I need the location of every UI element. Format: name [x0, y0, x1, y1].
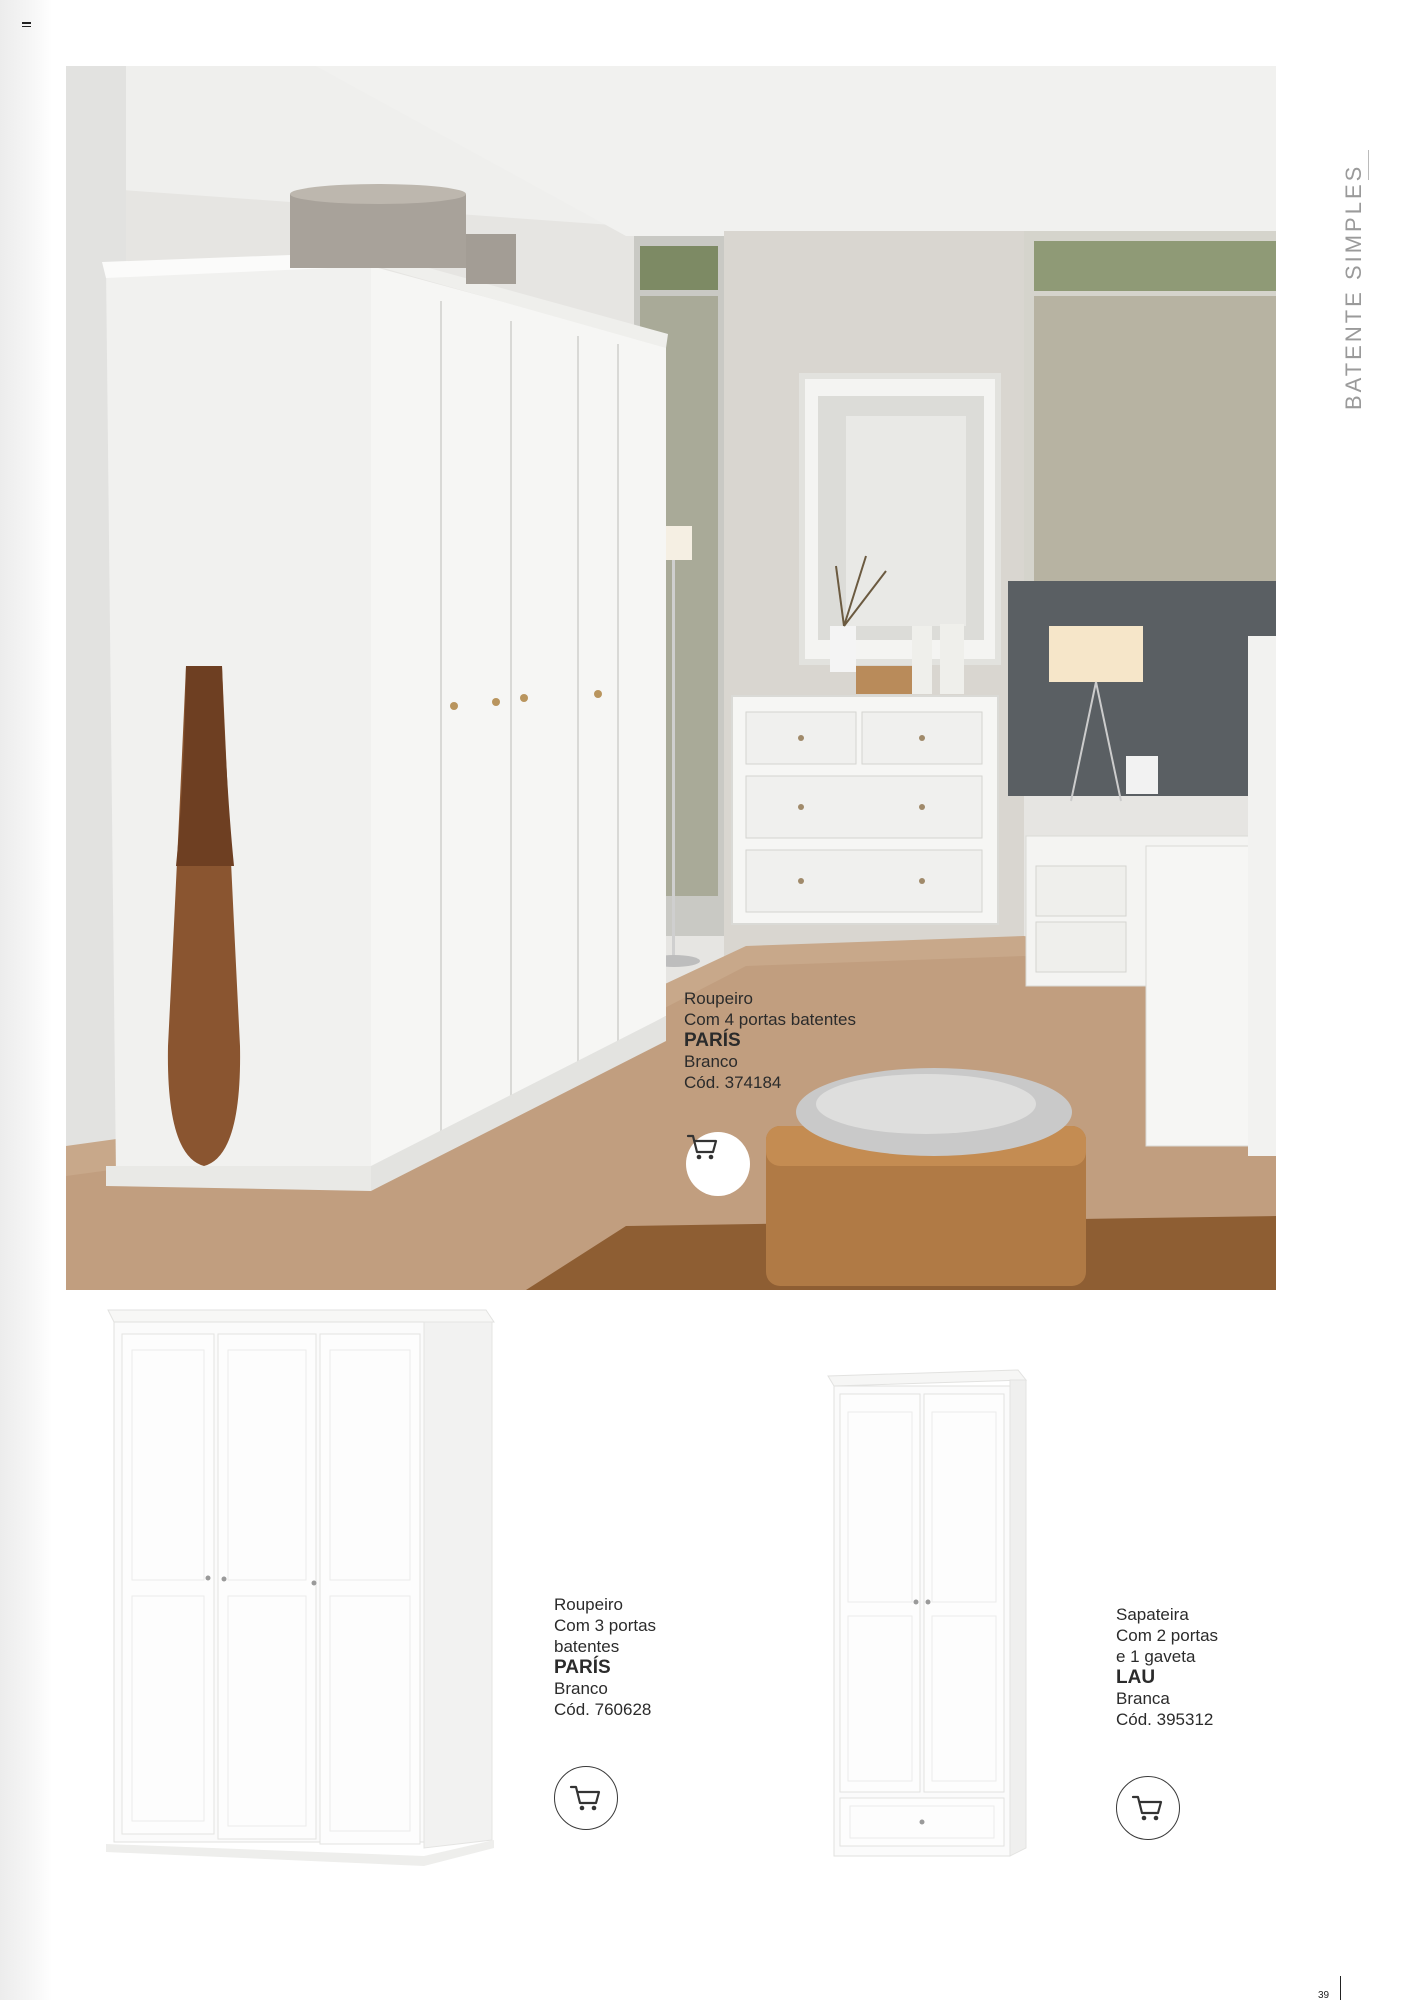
product-color: Branca: [1116, 1689, 1170, 1708]
hero-room-photo: [66, 66, 1276, 1290]
product-color: Branco: [554, 1679, 608, 1698]
product-type: Roupeiro: [684, 989, 753, 1008]
shopping-cart-icon: [686, 1132, 720, 1162]
product-caption-paris-3-doors: [554, 1594, 754, 1720]
product-color: Branco: [684, 1052, 738, 1071]
product-description-line2: batentes: [554, 1637, 620, 1656]
shopping-cart-icon: [1131, 1793, 1165, 1823]
product-name: LAU: [1116, 1667, 1156, 1688]
add-to-cart-button-paris-3-doors[interactable]: [554, 1766, 618, 1830]
product-code: Cód. 374184: [684, 1073, 782, 1092]
product-description-line2: e 1 gaveta: [1116, 1647, 1196, 1666]
product-code: Cód. 395312: [1116, 1710, 1214, 1729]
product-code: Cód. 760628: [554, 1700, 652, 1719]
menu-icon[interactable]: [22, 22, 31, 29]
add-to-cart-button-lau[interactable]: [1116, 1776, 1180, 1840]
product-type: Roupeiro: [554, 1595, 623, 1614]
product-description-line1: Com 3 portas: [554, 1616, 657, 1635]
product-type: Sapateira: [1116, 1605, 1189, 1624]
shopping-cart-icon: [569, 1783, 603, 1813]
page-edge-shadow: [0, 0, 52, 2000]
lau-shoe-cabinet-image: [826, 1366, 1036, 1866]
paris-3-door-wardrobe-image: [104, 1300, 504, 1880]
section-label: BATENTE SIMPLES: [1341, 163, 1366, 410]
product-caption-lau: [1116, 1604, 1316, 1730]
add-to-cart-button-paris-4-doors[interactable]: [686, 1132, 750, 1196]
product-name: PARÍS: [684, 1030, 741, 1051]
bedroom-scene-illustration: [66, 66, 1276, 1290]
product-description-line1: Com 2 portas: [1116, 1626, 1219, 1645]
page-number-divider: [1340, 1976, 1341, 2000]
product-caption-paris-4-doors: [684, 988, 944, 1093]
product-description: Com 4 portas batentes: [684, 1010, 856, 1029]
product-name: PARÍS: [554, 1657, 611, 1678]
section-divider-line: [1368, 150, 1369, 180]
page-number: 39: [1318, 1990, 1330, 2001]
